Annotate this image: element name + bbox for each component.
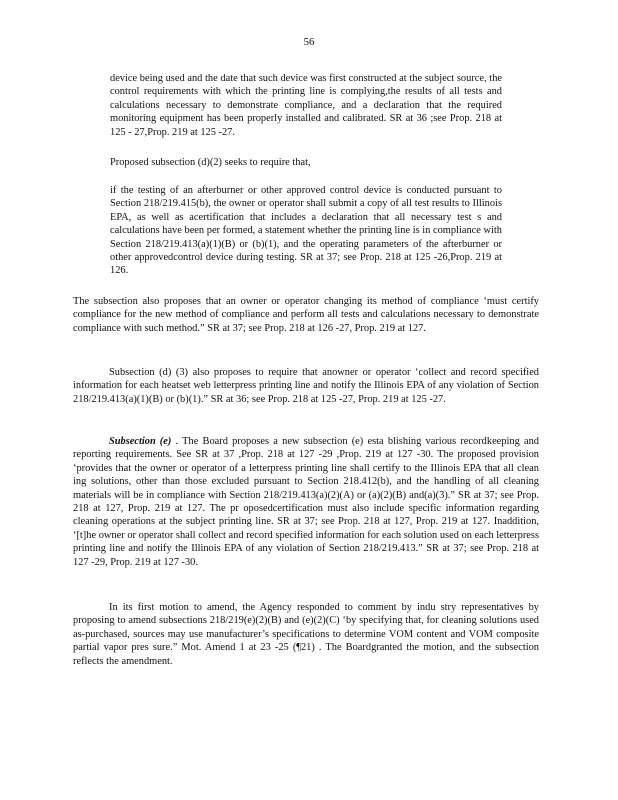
- subsection-e-body: . The Board proposes a new subsection (e) esta blishing various recordkeeping and reporting requirements. See SR at 37 ,Prop. 218 at 127 -29 ,Prop. 219 at 127 -30. The proposed provision ‘provides that the owner or operator of a letterpress printing line shall certify to the Illinois EPA that all clean ing solutions, other than those excluded pursuant to Section 218.412(b), and the handling of all cleaning materials will be in compliance with Section 218/219.413(a)(2)(A) or (a)(2)(B) and(a)(3).” SR at 37; see Prop. 218 at 127, Prop. 219 at 127. The pr oposedcertification must also include specific information regarding cleaning operations at the subject printing line. SR at 37; see Prop. 218 at 127, Prop. 219 at 127. Inaddition, ‘[t]he owner or operator shall collect and record specified information for each solution used on each letterpress printing line and notify the Illinois EPA of any violation of Section 218/219.413.” SR at 37; see Prop. 218 at 127 -29, Prop. 219 at 127 -30.: [73, 436, 539, 568]
- paragraph-device-declaration: device being used and the date that such device was first constructed at the subject source, the control requirements with which the printing line is complying,the results of all tests and calculations necessary to demonstrate compliance, and a declaration that the required monitoring equipment has been properly installed and calibrated. SR at 36 ;see Prop. 218 at 125 - 27,Prop. 219 at 125 -27.: [110, 73, 502, 138]
- paragraph-motion-to-amend: In its first motion to amend, the Agency responded to comment by indu stry representatives by proposing to amend subsections 218/219(e)(2)(B) and (e)(2)(C) ‘by specifying that, for cleaning solutions used as-purchased, sources may use manufacturer’s specifications to determine VOM content and VOM composite partial vapor pres sure.” Mot. Amend 1 at 23 -25 (¶21) . The Boardgranted the motion, and the subsection reflects the amendment.: [73, 602, 539, 667]
- subsection-heading: Subsection: [109, 436, 156, 447]
- paragraph-change-compliance: The subsection also proposes that an owner or operator changing its method of compliance ‘must certify compliance for the new method of compliance and perform all tests and calculations necessary to demonstrate compliance with such method.” SR at 37; see Prop. 218 at 126 -27, Prop. 219 at 127.: [73, 296, 539, 334]
- paragraph-subsection-d2-intro: Proposed subsection (d)(2) seeks to require that,: [110, 157, 311, 168]
- page-number: 56: [303, 36, 315, 48]
- paragraph-subsection-e: [73, 435, 539, 569]
- subsection-letter: (e): [159, 436, 172, 447]
- paragraph-subsection-d3: Subsection (d) (3) also proposes to require that anowner or operator ‘collect and record specified information for each heatset web letterpress printing line and notify the Illinois EPA of any violation of Section 218/219.413(a)(1)(B) or (b)(1).” SR at 36; see Prop. 218 at 125 -27, Prop. 219 at 125 -27.: [73, 367, 539, 405]
- block-quote-afterburner-testing: if the testing of an afterburner or other approved control device is conducted pursuant to Section 218/219.415(b), the owner or operator shall submit a copy of all test results to Illinois EPA, as well as acertification that includes a declaration that all necessary test s and calculations have been per formed, a statement whether the printing line is in compliance with Section 218/219.413(a)(1)(B) or (b)(1), and the operating parameters of the afterburner or other approvedcontrol device during testing. SR at 37; see Prop. 218 at 125 -26,Prop. 219 at 126.: [110, 185, 502, 277]
